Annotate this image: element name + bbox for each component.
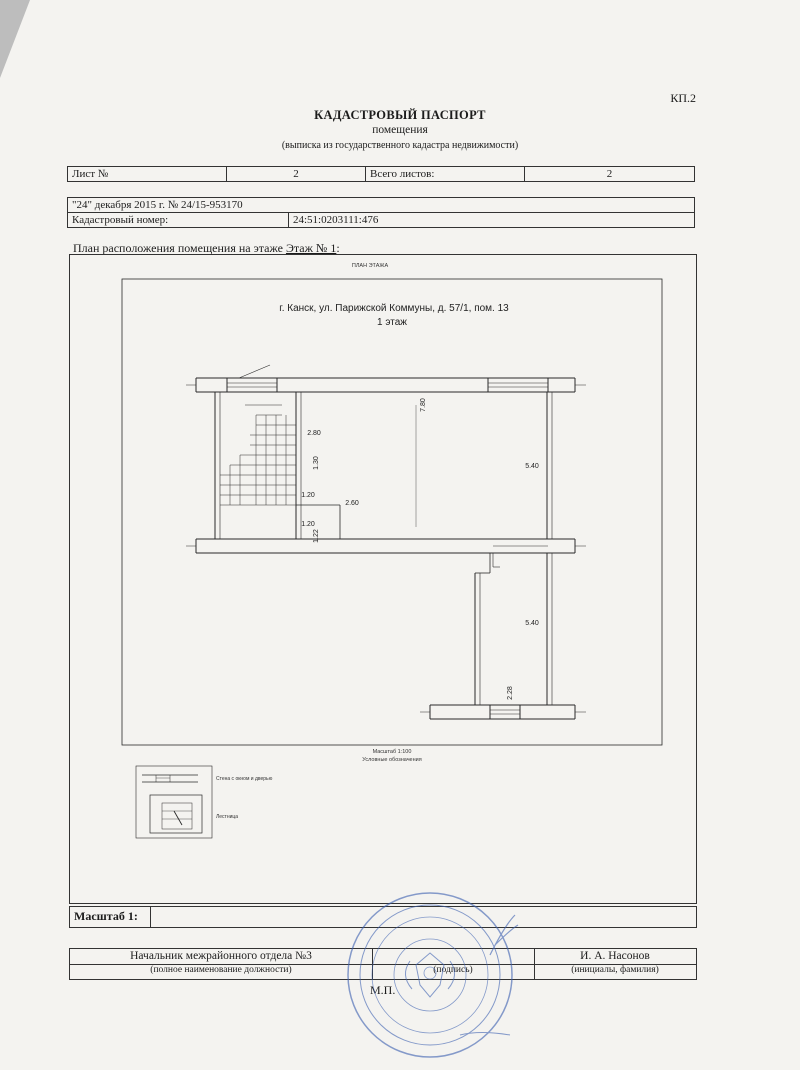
dim-top-width: 7.80 <box>420 398 427 412</box>
scale-label: Масштаб 1: <box>74 909 138 923</box>
plan-address: г. Канск, ул. Парижской Коммуны, д. 57/1, пом. 13 <box>279 303 509 314</box>
upper-room <box>215 392 552 539</box>
form-code: КП.2 <box>670 91 696 105</box>
document-subtitle: помещения <box>372 124 428 136</box>
sheet-table <box>67 166 695 182</box>
stair-hatch <box>220 405 296 505</box>
page-fold-corner <box>0 0 30 78</box>
plan-sheet-title: ПЛАН ЭТАЖА <box>351 263 389 269</box>
top-wall <box>186 365 586 392</box>
legend-item-stair: Лестница <box>216 814 239 820</box>
signature-caption: (подпись) <box>433 965 473 975</box>
official-seal-stamp <box>340 885 520 1070</box>
bottom-wall <box>420 705 586 719</box>
floor-plan-drawing <box>70 255 696 903</box>
plan-label-prefix: План расположения помещения на этаже <box>73 241 283 255</box>
plan-scale-text: Масштаб 1:100 <box>372 749 412 755</box>
scale-divider <box>150 907 151 927</box>
signatory-position: Начальник межрайонного отдела №3 <box>130 950 312 962</box>
name-caption: (инициалы, фамилия) <box>571 965 659 975</box>
plan-floor-link: Этаж № 1 <box>285 241 337 255</box>
plan-inner-frame <box>122 279 662 745</box>
signatory-name: И. А. Насонов <box>580 950 650 962</box>
legend-item-wall: Стена с окном и дверью <box>216 776 273 782</box>
dim-stair-width: 2.80 <box>307 430 321 437</box>
cadastral-number-label: Кадастровый номер: <box>68 213 289 228</box>
dim-stair-height: 1.30 <box>313 456 320 470</box>
legend-title: Условные обозначения <box>362 757 422 763</box>
record-table <box>67 197 695 228</box>
dim-upper-height: 5.40 <box>525 463 539 470</box>
dim-w2: 2.60 <box>345 500 359 507</box>
sheet-label: Лист № <box>68 167 227 182</box>
total-sheets-label: Всего листов: <box>366 167 525 182</box>
record-date-line: "24" декабря 2015 г. № 24/15-953170 <box>68 198 695 213</box>
sheet-number: 2 <box>227 167 366 182</box>
legend <box>136 766 273 838</box>
dim-w4: 1.22 <box>313 529 320 543</box>
document-note: (выписка из государственного кадастра недвижимости) <box>281 140 519 151</box>
document-title: КАДАСТРОВЫЙ ПАСПОРТ <box>314 108 486 122</box>
dim-lower-height: 5.40 <box>525 620 539 627</box>
total-sheets-number: 2 <box>525 167 695 182</box>
seal-place-label: М.П. <box>370 983 396 997</box>
plan-label: План расположения помещения на этаже Этаж № 1: <box>73 241 340 255</box>
dim-lower-width: 2.28 <box>507 686 514 700</box>
lower-room <box>475 553 552 705</box>
position-caption: (полное наименование должности) <box>150 965 292 975</box>
plan-frame <box>69 254 697 904</box>
middle-wall <box>186 539 586 553</box>
dim-w3: 1.20 <box>301 521 315 528</box>
seal-emblem-icon <box>340 885 520 1065</box>
cadastral-number-value: 24:51:0203111:476 <box>289 213 695 228</box>
plan-floor-title: 1 этаж <box>377 317 407 328</box>
dim-w1: 1.20 <box>301 492 315 499</box>
